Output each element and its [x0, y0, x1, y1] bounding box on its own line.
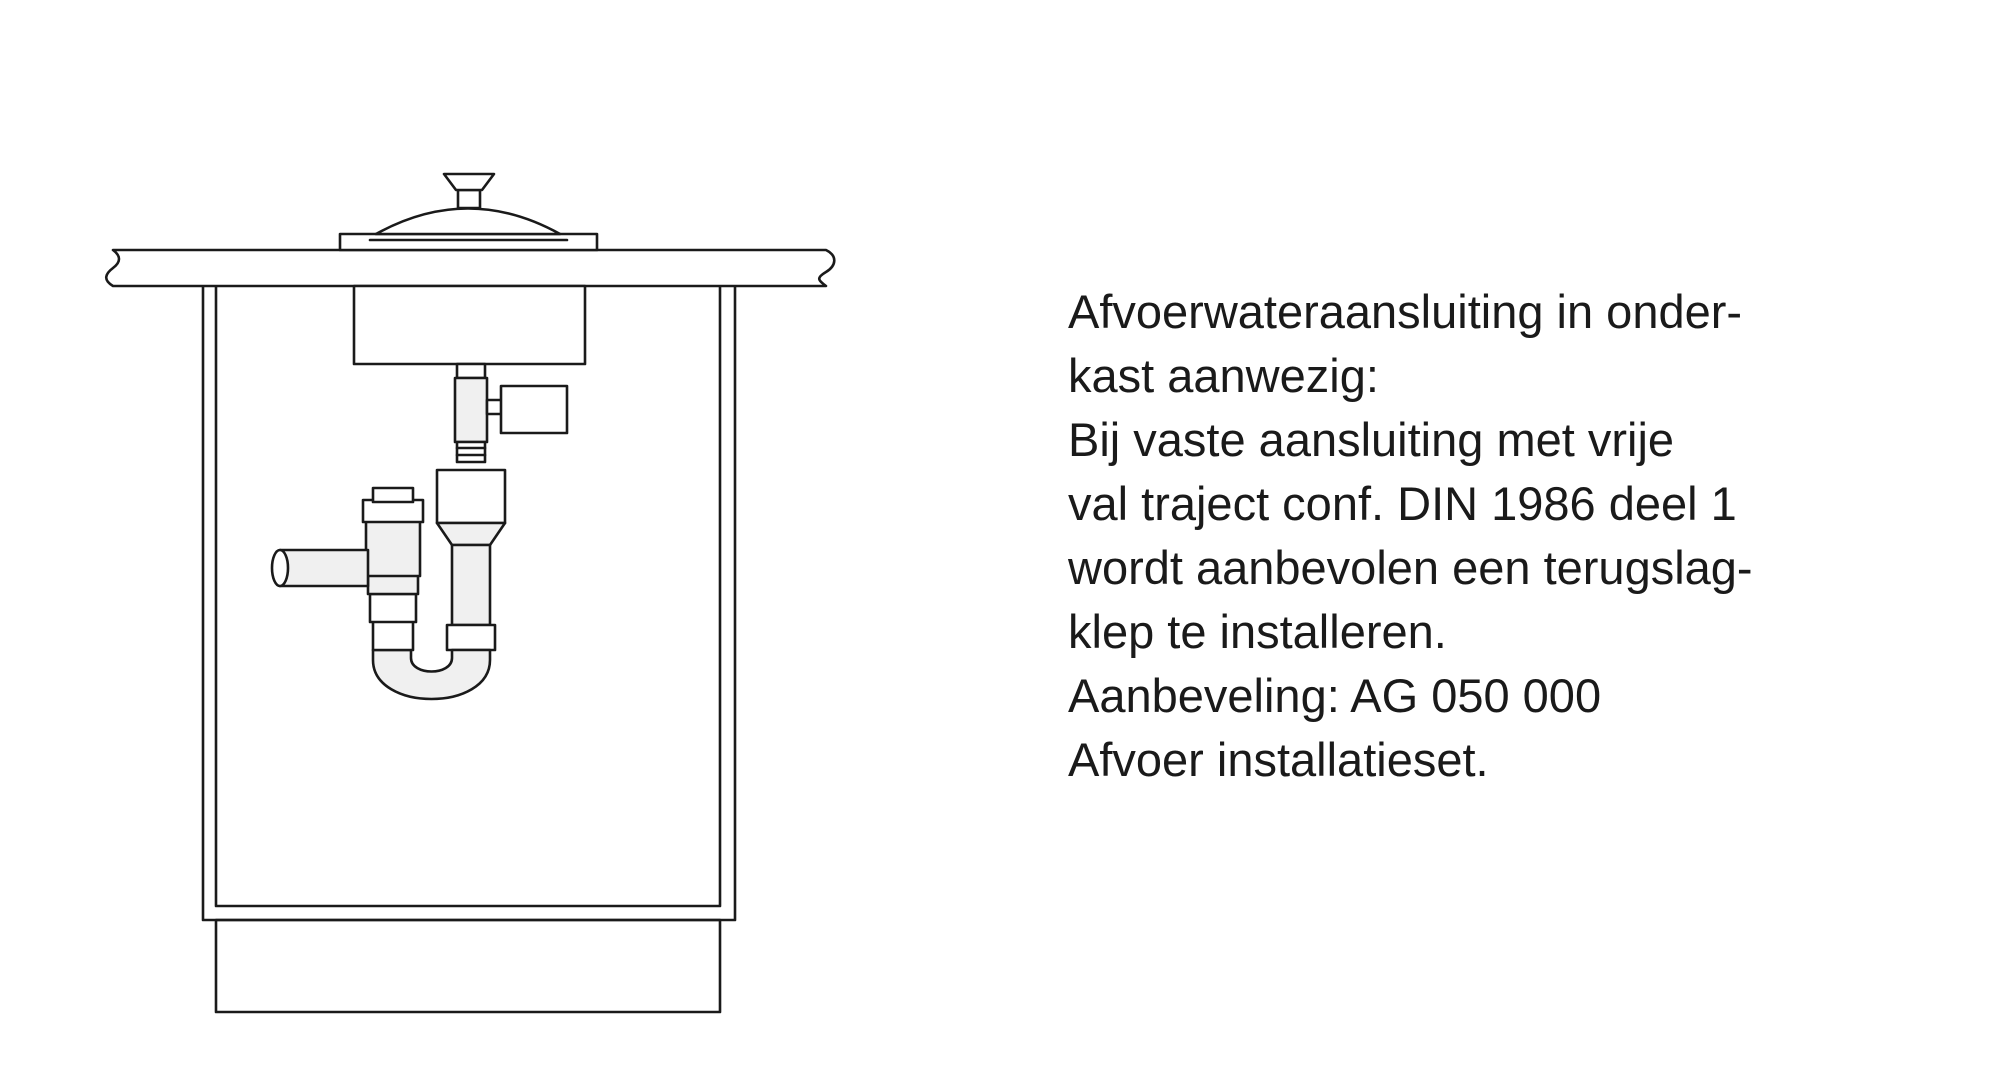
- trap-reducer: [437, 523, 505, 545]
- valve-lower-nut: [457, 442, 485, 462]
- trap-right-pipe: [452, 545, 490, 625]
- instruction-line-1: Afvoerwateraansluiting in onder-: [1068, 285, 1743, 338]
- instruction-line-8: Afvoer installatieset.: [1068, 733, 1489, 786]
- valve-nut: [457, 364, 485, 378]
- lid-rim: [340, 234, 597, 250]
- trap-u-bend: [373, 650, 490, 699]
- check-valve-box: [501, 386, 567, 433]
- trap-tee-cap-upper: [373, 488, 413, 502]
- trap-right-nut: [447, 625, 495, 650]
- lid-dome: [376, 209, 560, 235]
- instruction-line-3: Bij vaste aansluiting met vrije: [1068, 413, 1675, 466]
- trap-inlet-coupling: [437, 470, 505, 523]
- lid-knob-stem: [458, 190, 480, 208]
- trap-left-nut: [373, 620, 413, 650]
- instruction-line-5: wordt aanbevolen een terugslag-: [1068, 541, 1753, 594]
- lid-knob-cap: [444, 174, 494, 190]
- countertop: [106, 250, 834, 286]
- sink-basin: [354, 286, 585, 364]
- valve-body: [455, 378, 487, 442]
- cabinet-plinth: [216, 920, 720, 1012]
- instruction-line-2: kast aanwezig:: [1068, 349, 1379, 402]
- trap-left-coupling: [370, 594, 416, 622]
- trap-tee-body: [366, 520, 420, 576]
- drain-outlet-pipe-end: [272, 550, 288, 586]
- instruction-line-7: Aanbeveling: AG 050 000: [1068, 669, 1602, 722]
- instruction-line-6: klep te installeren.: [1068, 605, 1447, 658]
- instruction-line-4: val traject conf. DIN 1986 deel 1: [1068, 477, 1737, 530]
- installation-instructions: [1068, 280, 1968, 792]
- drain-outlet-pipe: [280, 550, 368, 586]
